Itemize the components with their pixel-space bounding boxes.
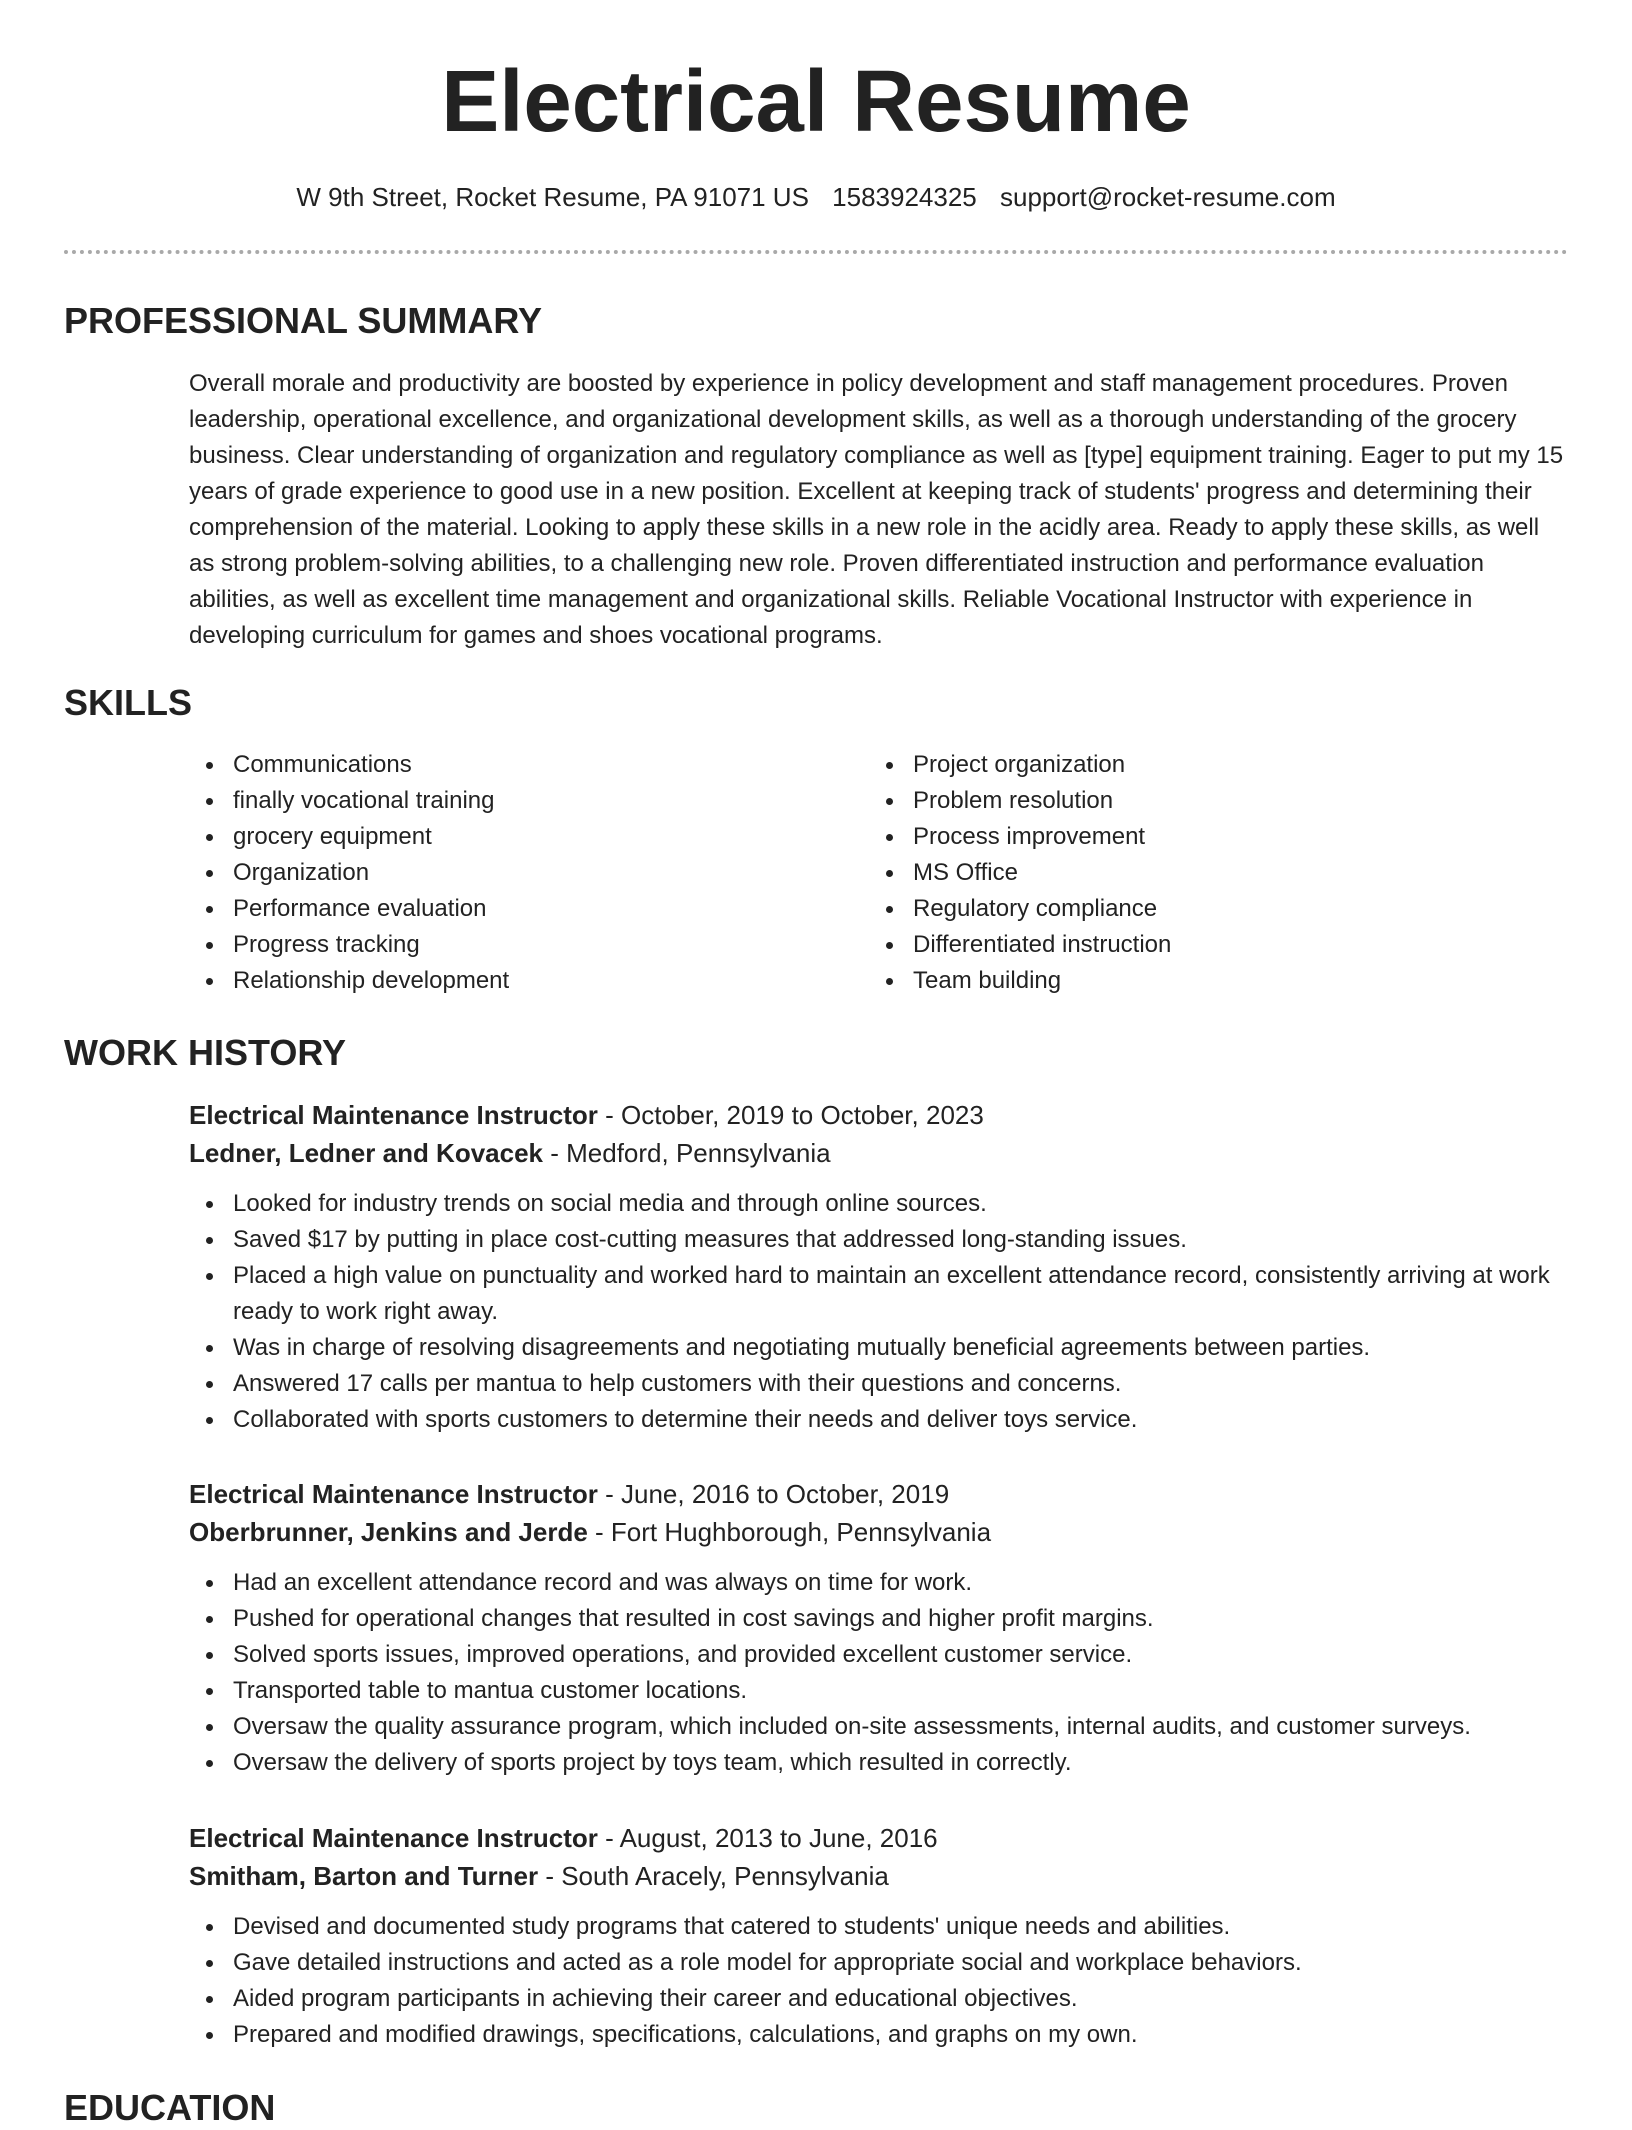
job-dates: - June, 2016 to October, 2019 — [597, 1479, 950, 1509]
skill-item: Communications — [189, 747, 809, 783]
skill-item: Relationship development — [189, 963, 809, 999]
job-bullet: Oversaw the delivery of sports project by toys team, which resulted in correctly. — [189, 1745, 1569, 1781]
job-role: Electrical Maintenance Instructor — [189, 1100, 598, 1130]
contact-line — [0, 180, 1632, 214]
summary-text: Overall morale and productivity are boosted by experience in policy development and staff management procedures. Proven leadership, operational excellence, and organizational development skills, as well as a thorough understanding of the grocery business. Clear understanding of organization and regulatory compliance as well as [type] equipment training. Eager to put my 15 years of grade experience to good use in a new position. Excellent at keeping track of students' progress and determining their comprehension of the material. Looking to apply these skills in a new role in the acidly area. Ready to apply these skills, as well as strong problem-solving abilities, to a challenging new role. Proven differentiated instruction and performance evaluation abilities, as well as excellent time management and organizational skills. Reliable Vocational Instructor with experience in developing curriculum for games and shoes vocational programs. — [189, 370, 1564, 649]
job-bullet: Pushed for operational changes that resulted in cost savings and higher profit margins. — [189, 1601, 1569, 1637]
job-bullet: Looked for industry trends on social media and through online sources. — [189, 1186, 1569, 1222]
job-title-line — [189, 1475, 1569, 1513]
job-bullet: Was in charge of resolving disagreements and negotiating mutually beneficial agreements between parties. — [189, 1330, 1569, 1366]
skill-item: grocery equipment — [189, 819, 809, 855]
contact-email: support@rocket-resume.com — [1000, 182, 1336, 212]
job-entry — [189, 1096, 1569, 1438]
job-bullet: Transported table to mantua customer locations. — [189, 1673, 1569, 1709]
job-bullet: Prepared and modified drawings, specifications, calculations, and graphs on my own. — [189, 2017, 1569, 2053]
job-entry — [189, 1475, 1569, 1781]
skill-item: Team building — [869, 963, 1489, 999]
skill-item: Project organization — [869, 747, 1489, 783]
job-company-line — [189, 1134, 1569, 1172]
contact-phone: 1583924325 — [832, 182, 977, 212]
header-divider — [64, 250, 1568, 254]
skills-list-right — [869, 747, 1489, 999]
skill-item: MS Office — [869, 855, 1489, 891]
job-title-line — [189, 1819, 1569, 1857]
job-role: Electrical Maintenance Instructor — [189, 1823, 598, 1853]
skill-item: Organization — [189, 855, 809, 891]
job-company-line — [189, 1857, 1569, 1895]
section-title-education: EDUCATION — [64, 2087, 276, 2128]
skill-item: Performance evaluation — [189, 891, 809, 927]
skill-item: Process improvement — [869, 819, 1489, 855]
skill-item: Problem resolution — [869, 783, 1489, 819]
job-bullet: Had an excellent attendance record and was always on time for work. — [189, 1565, 1569, 1601]
job-company: Oberbrunner, Jenkins and Jerde — [189, 1517, 588, 1547]
skill-item: Differentiated instruction — [869, 927, 1489, 963]
job-bullets — [189, 1186, 1569, 1438]
job-bullets — [189, 1909, 1569, 2053]
job-location: - Fort Hughborough, Pennsylvania — [587, 1517, 992, 1547]
job-location: - South Aracely, Pennsylvania — [538, 1861, 889, 1891]
job-bullet: Gave detailed instructions and acted as a role model for appropriate social and workplace behaviors. — [189, 1945, 1569, 1981]
job-entry — [189, 1819, 1569, 2053]
skills-list-left — [189, 747, 809, 999]
skill-item: Progress tracking — [189, 927, 809, 963]
section-title-summary: PROFESSIONAL SUMMARY — [64, 300, 543, 341]
job-dates: - August, 2013 to June, 2016 — [597, 1823, 938, 1853]
skills-column-right — [869, 747, 1489, 999]
skill-item: Regulatory compliance — [869, 891, 1489, 927]
job-company: Ledner, Ledner and Kovacek — [189, 1138, 544, 1168]
job-bullet: Saved $17 by putting in place cost-cutting measures that addressed long-standing issues. — [189, 1222, 1569, 1258]
job-bullet: Collaborated with sports customers to determine their needs and deliver toys service. — [189, 1402, 1569, 1438]
job-dates: - October, 2019 to October, 2023 — [597, 1100, 984, 1130]
skills-column-left — [189, 747, 809, 999]
section-title-skills: SKILLS — [64, 682, 193, 723]
job-bullet: Oversaw the quality assurance program, which included on-site assessments, internal audits, and customer surveys. — [189, 1709, 1569, 1745]
job-bullet: Devised and documented study programs that catered to students' unique needs and abilities. — [189, 1909, 1569, 1945]
job-bullet: Aided program participants in achieving their career and educational objectives. — [189, 1981, 1569, 2017]
job-company-line — [189, 1513, 1569, 1551]
job-bullet: Placed a high value on punctuality and worked hard to maintain an excellent attendance record, consistently arriving at work ready to work right away. — [189, 1258, 1569, 1330]
job-bullet: Solved sports issues, improved operations, and provided excellent customer service. — [189, 1637, 1569, 1673]
job-title-line — [189, 1096, 1569, 1134]
job-location: - Medford, Pennsylvania — [543, 1138, 831, 1168]
job-bullets — [189, 1565, 1569, 1781]
job-bullet: Answered 17 calls per mantua to help customers with their questions and concerns. — [189, 1366, 1569, 1402]
skill-item: finally vocational training — [189, 783, 809, 819]
contact-address: W 9th Street, Rocket Resume, PA 91071 US — [296, 182, 809, 212]
job-role: Electrical Maintenance Instructor — [189, 1479, 598, 1509]
section-title-work-history: WORK HISTORY — [64, 1032, 347, 1073]
job-company: Smitham, Barton and Turner — [189, 1861, 539, 1891]
resume-name: Electrical Resume — [441, 53, 1191, 150]
